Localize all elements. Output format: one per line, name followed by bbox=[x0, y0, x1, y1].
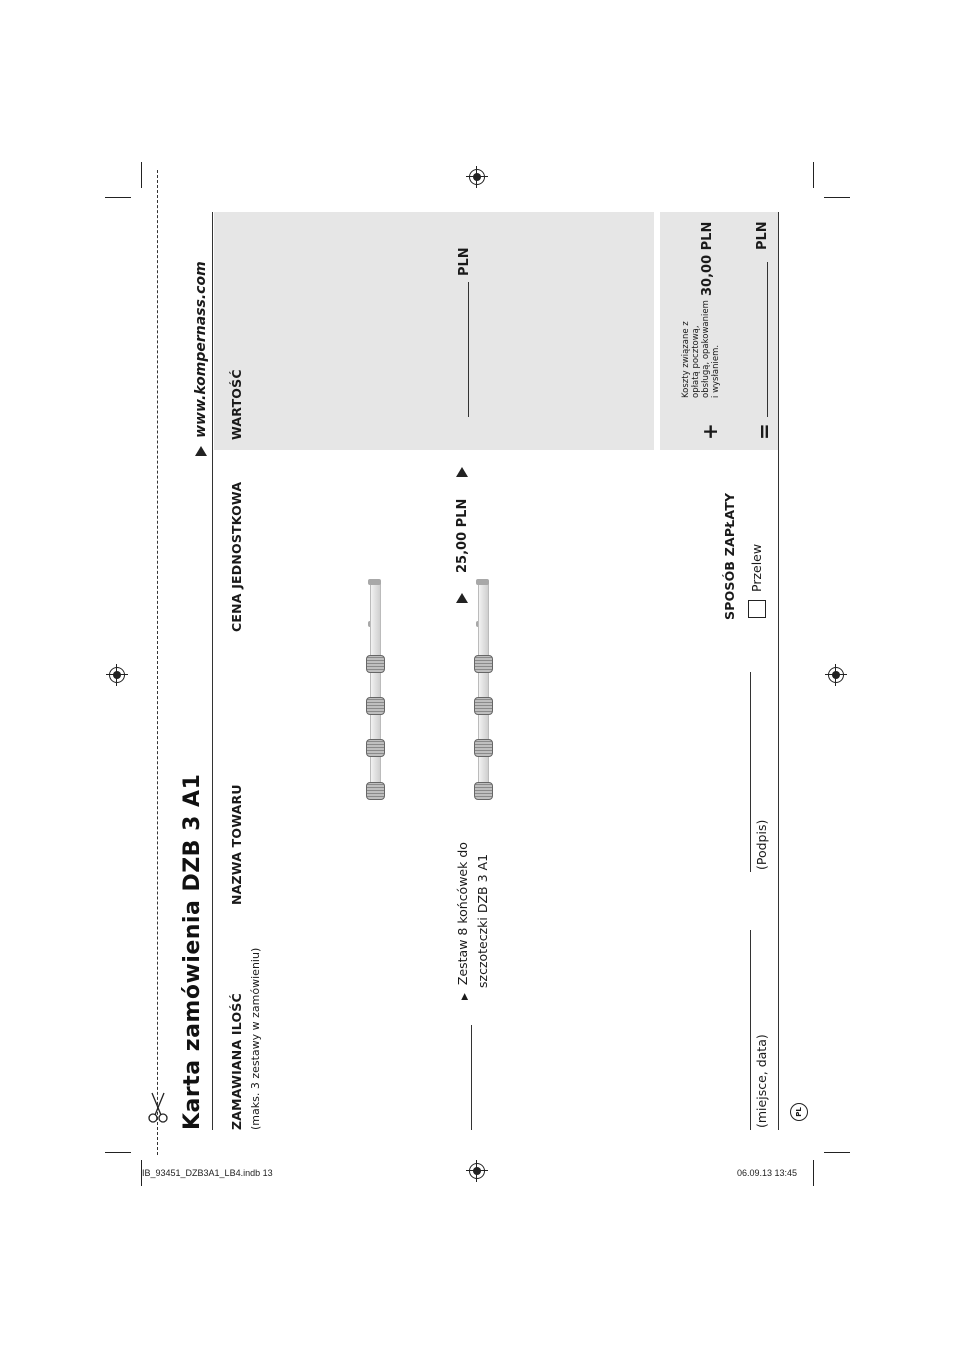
shipping-cost: 30,00 PLN bbox=[700, 221, 715, 296]
registration-mark bbox=[466, 166, 488, 188]
language-badge-text: PL bbox=[795, 1107, 803, 1117]
place-date-label: (miejsce, data) bbox=[754, 1034, 769, 1128]
crop-mark bbox=[813, 1160, 814, 1186]
bullet-icon: ▶ bbox=[460, 993, 470, 1000]
brush-head bbox=[473, 579, 493, 673]
arrow-right-icon bbox=[456, 467, 468, 477]
unit-price-header: CENA JEDNOSTKOWA bbox=[229, 481, 244, 632]
shipping-note-1: Koszty związane z bbox=[681, 321, 691, 398]
value-currency: PLN bbox=[457, 247, 472, 276]
quantity-note: (maks. 3 zestawy w zamówieniu) bbox=[249, 947, 262, 1130]
brush-head bbox=[365, 579, 385, 673]
place-date-input[interactable] bbox=[750, 930, 751, 1130]
website-url: www.kompernass.com bbox=[193, 261, 209, 438]
shipping-note-2: opłatą pocztową, bbox=[691, 325, 701, 398]
plus-sign: + bbox=[698, 423, 722, 440]
product-name-1: Zestaw 8 końcówek do bbox=[455, 842, 470, 986]
value-column-shade bbox=[214, 212, 654, 450]
shipping-note-4: i wysłaniem. bbox=[711, 344, 721, 398]
equals-sign: = bbox=[752, 423, 776, 440]
crop-mark bbox=[824, 197, 850, 198]
registration-mark bbox=[106, 664, 128, 686]
signature-input[interactable] bbox=[750, 672, 751, 872]
signature-label: (Podpis) bbox=[754, 819, 769, 870]
scissors-icon bbox=[146, 1090, 170, 1124]
arrow-right-icon bbox=[456, 593, 468, 603]
frame-left-line bbox=[212, 212, 213, 1130]
payment-heading: SPOSÓB ZAPŁATY bbox=[722, 492, 737, 620]
crop-mark bbox=[105, 197, 131, 198]
value-input[interactable] bbox=[468, 282, 469, 417]
shipping-note-3: obsługą, opakowaniem bbox=[701, 300, 711, 398]
arrow-icon bbox=[195, 446, 207, 456]
page-title: Karta zamówienia DZB 3 A1 bbox=[180, 773, 205, 1130]
product-line-2: szczoteczki DZB 3 A1 bbox=[475, 853, 490, 988]
transfer-checkbox[interactable] bbox=[748, 600, 766, 618]
frame-right-line bbox=[778, 212, 779, 1130]
crop-mark bbox=[824, 1152, 850, 1153]
registration-mark bbox=[825, 664, 847, 686]
footer-datetime: 06.09.13 13:45 bbox=[737, 1168, 798, 1178]
cut-line bbox=[157, 170, 158, 1155]
crop-mark bbox=[141, 162, 142, 188]
crop-mark bbox=[813, 162, 814, 188]
quantity-header: ZAMAWIANA ILOŚĆ bbox=[229, 993, 244, 1130]
language-badge bbox=[790, 1103, 808, 1121]
product-line-1 bbox=[455, 842, 470, 1000]
registration-mark bbox=[466, 1160, 488, 1182]
website-link[interactable] bbox=[190, 261, 209, 456]
product-header: NAZWA TOWARU bbox=[229, 784, 244, 905]
value-header: WARTOŚĆ bbox=[229, 369, 244, 440]
unit-price: 25,00 PLN bbox=[455, 498, 470, 573]
quantity-input[interactable] bbox=[471, 1025, 472, 1130]
total-input[interactable] bbox=[767, 262, 768, 417]
footer-file: IB_93451_DZB3A1_LB4.indb 13 bbox=[142, 1168, 273, 1178]
total-currency: PLN bbox=[755, 221, 770, 250]
crop-mark bbox=[105, 1152, 131, 1153]
transfer-label: Przelew bbox=[749, 543, 764, 592]
